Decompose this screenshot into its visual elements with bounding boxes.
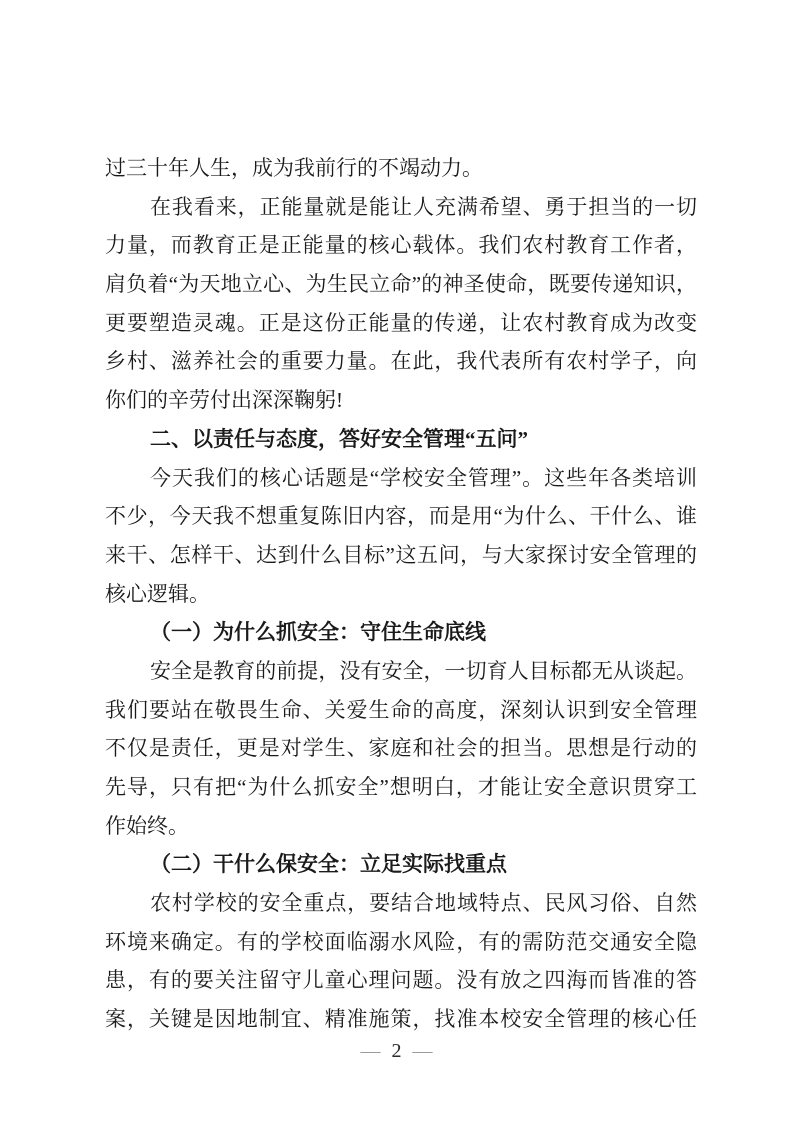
text-line: 在我看来，正能量就是能让人充满希望、勇于担当的一切 (150, 194, 697, 219)
page-footer (0, 1036, 793, 1066)
text-line: 农村学校的安全重点，要结合地域特点、民风习俗、自然 (150, 891, 697, 916)
footer-dash-right: — (412, 1040, 433, 1062)
paragraph (105, 188, 697, 420)
text-line: 安全是教育的前提，没有安全，一切育人目标都无从谈起。 (150, 658, 697, 683)
text-line: 我们要站在敬畏生命、关爱生命的高度，深刻认识到安全管理 (105, 697, 697, 722)
page-number: 2 (391, 1040, 402, 1062)
section-heading (105, 420, 697, 459)
text-line: 不仅是责任，更是对学生、家庭和社会的担当。思想是行动的 (105, 736, 697, 761)
text-line: 更要塑造灵魂。正是这份正能量的传递，让农村教育成为改变 (105, 310, 697, 335)
text-line: 患，有的要关注留守儿童心理问题。没有放之四海而皆准的答 (105, 968, 697, 993)
section-heading (105, 613, 697, 652)
text-line: 你们的辛劳付出深深鞠躬! (105, 388, 343, 413)
text-line: 肩负着“为天地立心、为生民立命”的神圣使命，既要传递知识， (105, 272, 697, 297)
paragraph (105, 652, 697, 845)
text-line: 力量，而教育正是正能量的核心载体。我们农村教育工作者， (105, 233, 697, 258)
text-line: 不少，今天我不想重复陈旧内容，而是用“为什么、干什么、谁 (105, 504, 697, 529)
text-line: 核心逻辑。 (105, 581, 210, 606)
paragraph (105, 459, 697, 614)
text-block (105, 149, 697, 1039)
paragraph (105, 149, 697, 188)
text-line: 二、以责任与态度，答好安全管理“五问” (150, 426, 528, 451)
text-line: 先导，只有把“为什么抓安全”想明白，才能让安全意识贯穿工 (105, 775, 697, 799)
text-line: 今天我们的核心话题是“学校安全管理”。这些年各类培训 (150, 465, 697, 490)
text-line: （一）为什么抓安全：守住生命底线 (150, 620, 486, 645)
text-line: （二）干什么保安全：立足实际找重点 (150, 852, 507, 877)
footer-dash-left: — (360, 1040, 381, 1062)
text-line: 乡村、滋养社会的重要力量。在此，我代表所有农村学子，向 (105, 349, 697, 374)
text-line: 环境来确定。有的学校面临溺水风险，有的需防范交通安全隐 (105, 929, 697, 954)
text-line: 来干、怎样干、达到什么目标”这五问，与大家探讨安全管理的 (105, 542, 697, 567)
section-heading (105, 845, 697, 884)
paragraph (105, 884, 697, 1039)
text-line: 过三十年人生，成为我前行的不竭动力。 (105, 156, 483, 180)
text-line: 案，关键是因地制宜、精准施策，找准本校安全管理的核心任 (105, 1007, 697, 1032)
text-line: 作始终。 (105, 813, 189, 838)
